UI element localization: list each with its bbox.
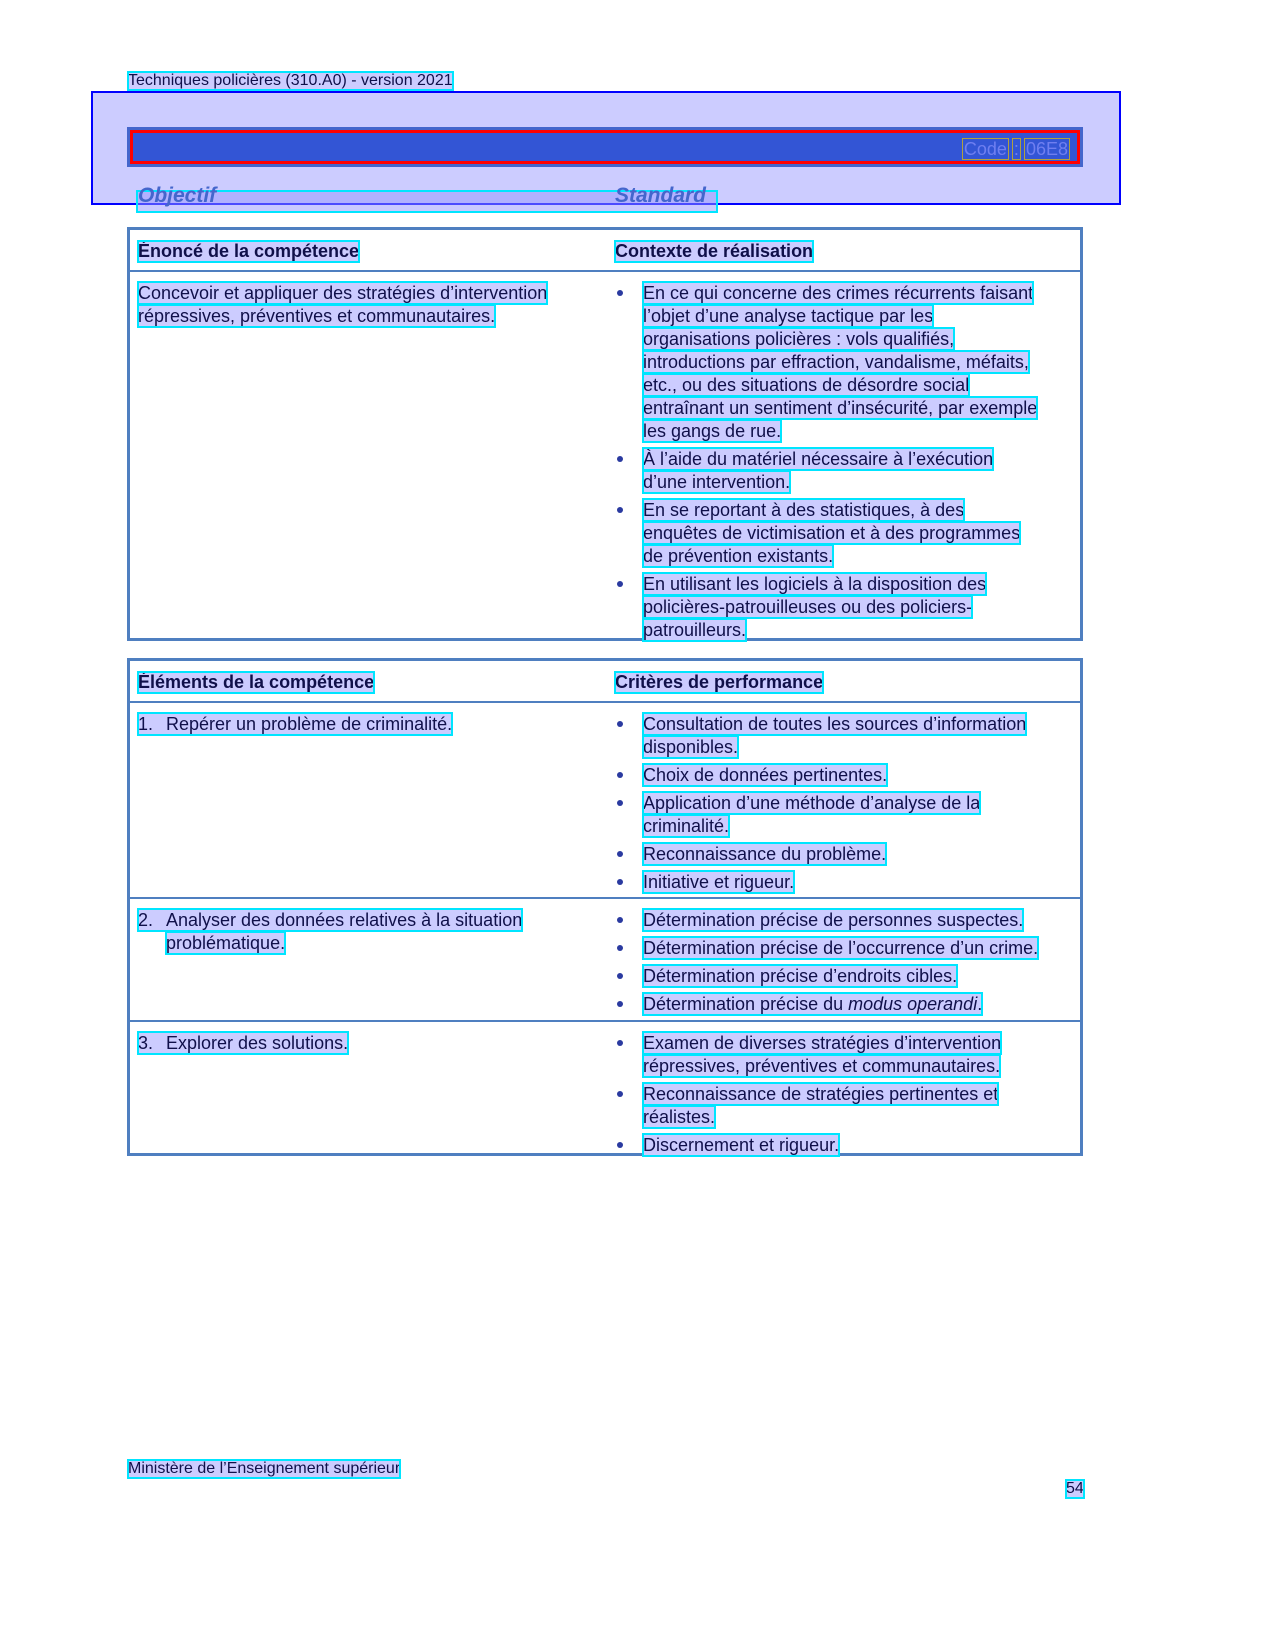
table-row — [130, 897, 1080, 1020]
competency-code — [963, 139, 1069, 160]
criteria-cell — [615, 1022, 1080, 1157]
line-text: Reconnaissance du problème. — [643, 844, 887, 864]
line-text: Concevoir et appliquer des stratégies d’intervention — [138, 283, 548, 303]
bullet-icon — [617, 721, 623, 727]
text-line — [615, 351, 1080, 374]
item-number: 3. — [138, 1033, 154, 1053]
table-row — [130, 1020, 1080, 1156]
line-text: 3. Explorer des solutions. — [138, 1033, 349, 1053]
bullet-icon — [617, 1001, 623, 1007]
header-context: Contexte de réalisation — [615, 241, 814, 261]
text-line — [615, 328, 1080, 351]
line-text: Application d’une méthode d’analyse de la — [643, 793, 981, 813]
code-label: Code — [963, 139, 1007, 159]
line-text: En se reportant à des statistiques, à des — [643, 500, 965, 520]
page-number-text: 54 — [1066, 1480, 1084, 1497]
line-text: criminalité. — [643, 816, 730, 836]
bullet-icon — [617, 772, 623, 778]
statement-cell — [138, 282, 608, 328]
objective-standard-heading — [138, 184, 716, 210]
element-cell — [138, 909, 608, 955]
text-line — [615, 522, 1080, 545]
bullet-icon — [617, 1091, 623, 1097]
bullet-icon — [617, 456, 623, 462]
line-text: Examen de diverses stratégies d’intervention — [643, 1033, 1002, 1053]
text-line — [138, 713, 608, 736]
bullet-item — [615, 993, 1080, 1016]
bullet-item — [615, 909, 1080, 932]
line-text: organisations policières : vols qualifiés, — [643, 329, 955, 349]
bullet-icon — [617, 917, 623, 923]
text-line — [615, 1106, 1080, 1129]
text-line — [615, 499, 1080, 522]
line-text: répressives, préventives et communautaires. — [643, 1056, 1001, 1076]
running-head — [128, 72, 453, 90]
text-line — [615, 545, 1080, 568]
item-number: 2. — [138, 910, 154, 930]
bullet-icon — [617, 851, 623, 857]
header-criteria: Critères de performance — [615, 672, 824, 692]
text-line — [138, 282, 608, 305]
text-line — [615, 374, 1080, 397]
line-text: etc., ou des situations de désordre social — [643, 375, 970, 395]
bullet-icon — [617, 1040, 623, 1046]
text-line — [138, 932, 608, 955]
line-text: Reconnaissance de stratégies pertinentes et — [643, 1084, 999, 1104]
text-line — [615, 764, 1080, 787]
text-line — [615, 1055, 1080, 1078]
elements-criteria-table — [127, 658, 1083, 1156]
text-line — [138, 305, 608, 328]
line-text: les gangs de rue. — [643, 421, 782, 441]
code-value: 06E8 — [1025, 139, 1068, 159]
text-line — [615, 1032, 1080, 1055]
line-text: d’une intervention. — [643, 472, 791, 492]
text-line — [615, 937, 1080, 960]
bullet-item — [615, 1134, 1080, 1157]
text-line — [615, 619, 1080, 642]
text-line — [615, 843, 1080, 866]
text-line — [615, 596, 1080, 619]
page-number — [1066, 1480, 1084, 1498]
bullet-icon — [617, 800, 623, 806]
element-cell — [138, 1032, 608, 1055]
text-line — [615, 815, 1080, 838]
text-line — [615, 397, 1080, 420]
code-bar — [127, 127, 1083, 167]
text-line — [615, 471, 1080, 494]
bullet-icon — [617, 507, 623, 513]
criteria-cell — [615, 899, 1080, 1016]
line-text: Choix de données pertinentes. — [643, 765, 888, 785]
bullet-item — [615, 764, 1080, 787]
text-line — [615, 736, 1080, 759]
text-line — [138, 1032, 608, 1055]
line-text — [643, 993, 982, 1015]
bullet-icon — [617, 879, 623, 885]
table-row — [130, 272, 1080, 642]
footer-text: Ministère de l’Enseignement supérieur — [128, 1460, 401, 1477]
text-segment: Détermination précise du — [643, 994, 849, 1014]
text-line — [615, 573, 1080, 596]
bullet-item — [615, 713, 1080, 759]
line-text: de prévention existants. — [643, 546, 834, 566]
line-text: policières-patrouilleuses ou des policiers- — [643, 597, 973, 617]
bullet-item — [615, 843, 1080, 866]
line-text: l’objet d’une analyse tactique par les — [643, 306, 934, 326]
table-header — [130, 661, 1080, 703]
line-text: Initiative et rigueur. — [643, 872, 795, 892]
header-elements: Éléments de la compétence — [138, 672, 375, 692]
line-text: Consultation de toutes les sources d’information — [643, 714, 1027, 734]
line-text: 1. Repérer un problème de criminalité. — [138, 714, 453, 734]
text-line — [615, 871, 1080, 894]
text-line — [615, 792, 1080, 815]
bullet-icon — [617, 290, 623, 296]
text-line — [615, 448, 1080, 471]
line-text: répressives, préventives et communautaires. — [138, 306, 496, 326]
competency-statement-table — [127, 227, 1083, 641]
footer — [128, 1460, 400, 1478]
bullet-item — [615, 448, 1080, 494]
bullet-item — [615, 871, 1080, 894]
bullet-item — [615, 499, 1080, 568]
line-text: Discernement et rigueur. — [643, 1135, 840, 1155]
text-line — [615, 1134, 1080, 1157]
text-line — [615, 420, 1080, 443]
line-text: problématique. — [166, 933, 286, 953]
line-text: disponibles. — [643, 737, 739, 757]
element-cell — [138, 713, 608, 736]
text-line — [138, 909, 608, 932]
text-segment: . — [977, 994, 983, 1014]
line-text: Détermination précise de l’occurrence d’un crime. — [643, 938, 1039, 958]
bullet-item — [615, 282, 1080, 443]
line-text: À l’aide du matériel nécessaire à l’exécution — [643, 449, 994, 469]
line-text: réalistes. — [643, 1107, 716, 1127]
line-text: patrouilleurs. — [643, 620, 747, 640]
text-line — [615, 1083, 1080, 1106]
bullet-item — [615, 792, 1080, 838]
table-body — [130, 703, 1080, 1156]
text-line — [615, 713, 1080, 736]
line-text: enquêtes de victimisation et à des programmes — [643, 523, 1021, 543]
running-head-text: Techniques policières (310.A0) - version 2021 — [128, 72, 453, 89]
criteria-cell — [615, 703, 1080, 894]
bullet-item — [615, 573, 1080, 642]
text-line — [615, 282, 1080, 305]
line-text: Détermination précise d’endroits cibles. — [643, 966, 958, 986]
bullet-item — [615, 937, 1080, 960]
text-line — [615, 909, 1080, 932]
text-line — [615, 965, 1080, 988]
code-bar-inner — [130, 130, 1080, 164]
line-text: introductions par effraction, vandalisme, méfaits, — [643, 352, 1029, 372]
header-statement: Énoncé de la compétence — [138, 241, 360, 261]
italic-text: modus operandi — [848, 994, 978, 1014]
line-text: En ce qui concerne des crimes récurrents faisant — [643, 283, 1034, 303]
item-number: 1. — [138, 714, 154, 734]
text-line — [615, 305, 1080, 328]
code-separator: : — [1013, 139, 1019, 159]
bullet-item — [615, 965, 1080, 988]
line-text: Détermination précise de personnes suspectes. — [643, 910, 1024, 930]
text-line — [615, 993, 1080, 1016]
bullet-icon — [617, 581, 623, 587]
bullet-icon — [617, 1142, 623, 1148]
bullet-icon — [617, 973, 623, 979]
objectif-label: Objectif — [138, 184, 217, 207]
line-text: En utilisant les logiciels à la disposition des — [643, 574, 987, 594]
standard-label: Standard — [615, 184, 707, 207]
table-header — [130, 230, 1080, 272]
line-text: 2. Analyser des données relatives à la situation — [138, 910, 523, 930]
table-row — [130, 703, 1080, 897]
bullet-item — [615, 1083, 1080, 1129]
context-cell — [615, 272, 1080, 642]
bullet-item — [615, 1032, 1080, 1078]
bullet-icon — [617, 945, 623, 951]
line-text: entraînant un sentiment d’insécurité, par exemple — [643, 398, 1038, 418]
